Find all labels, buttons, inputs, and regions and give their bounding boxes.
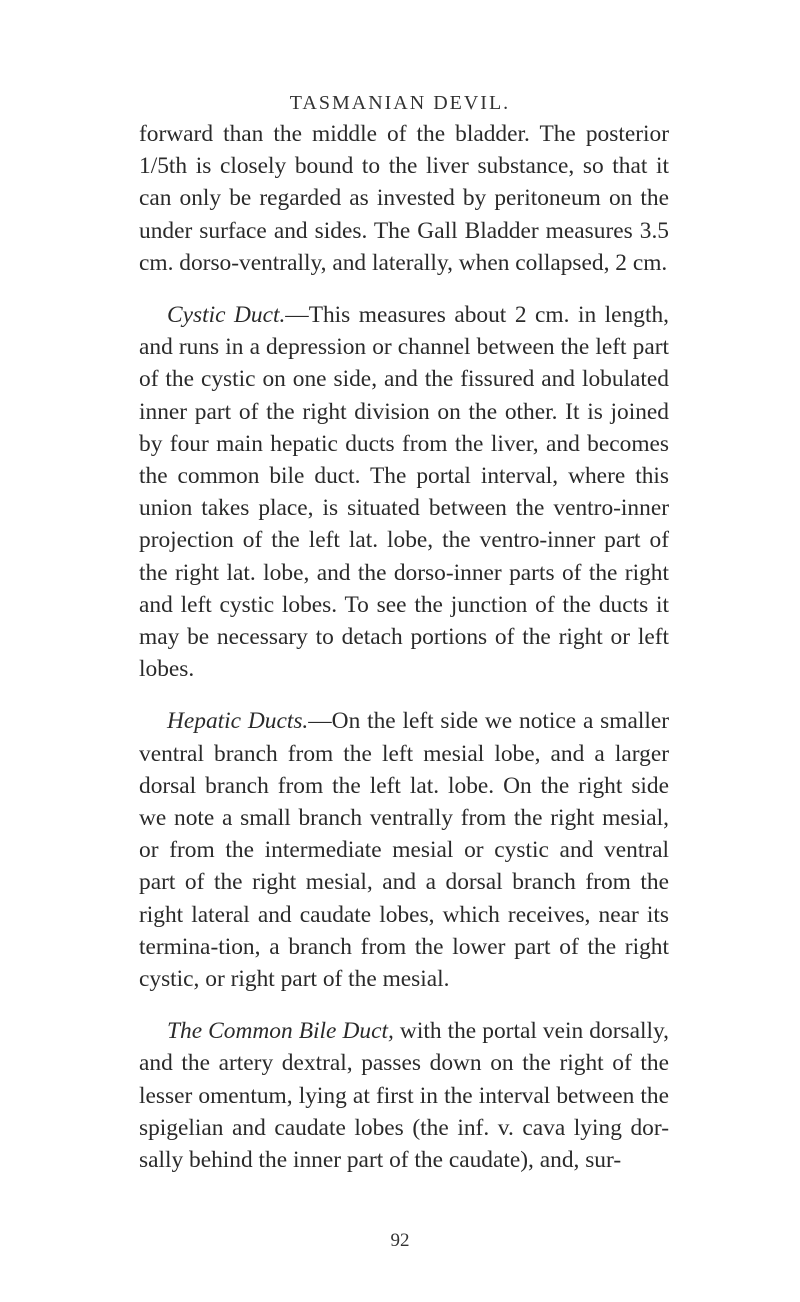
paragraph-text: —On the left side we notice a smaller ventral branch from the left mesial lobe, and a larger dorsal branch from the left lat. lobe. On the right side we note a small branch ventrally from the right mesial, or from the intermediate mesial or cystic and ventral part of the right mesial, and a dorsal branch from the right lateral and caudate lobes, which receives, near its termina-tion, a branch from the lower part of the right cystic, or right part of the mesial.: [139, 708, 669, 993]
paragraph-continuation: [139, 118, 669, 279]
running-head: TASMANIAN DEVIL.: [289, 92, 511, 114]
section-heading: The Common Bile Duct,: [167, 1018, 394, 1045]
paragraph-text: —This measures about 2 cm. in length, and runs in a depression or channel between the left part of the cystic on one side, and the fissured and lobulated inner part of the right division on the other. It is joined by four main hepatic ducts from the liver, and becomes the common bile duct. The portal interval, where this union takes place, is situated between the ventro-inner projection of the left lat. lobe, the ventro-inner part of the right lat. lobe, and the dorso-inner parts of the right and left cystic lobes. To see the junction of the ducts it may be necessary to detach portions of the right or left lobes.: [139, 302, 669, 683]
page-number: 92: [390, 1230, 410, 1251]
paragraph-cystic-duct: [139, 299, 669, 685]
paragraph-text: with the portal vein dorsally, and the artery dextral, passes down on the right of the lesser omentum, lying at first in the interval between the spigelian and caudate lobes (the inf. v. cava lying dor-sally behind the inner part of the caudate), and, sur-: [139, 1018, 669, 1174]
body-text: [139, 118, 669, 1196]
paragraph-text: forward than the middle of the bladder. The posterior 1/5th is closely bound to the liver substance, so that it can only be regarded as invested by peritoneum on the under surface and sides. The Gall Bladder measures 3.5 cm. dorso-ventrally, and laterally, when collapsed, 2 cm.: [139, 121, 669, 276]
section-heading: Hepatic Ducts.: [167, 708, 309, 735]
section-heading: Cystic Duct.: [167, 302, 286, 329]
paragraph-hepatic-ducts: [139, 705, 669, 995]
paragraph-common-bile-duct: [139, 1015, 669, 1176]
